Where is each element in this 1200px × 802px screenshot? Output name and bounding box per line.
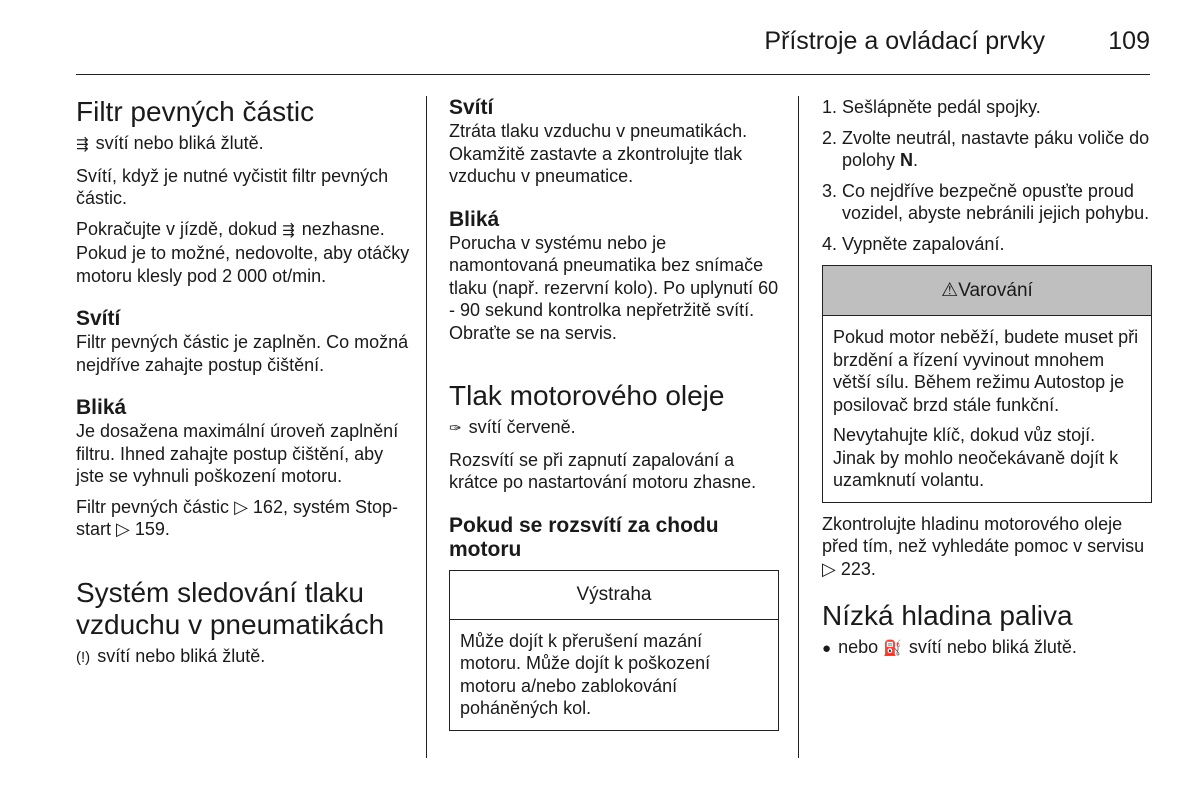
fuel-dot-icon: ● — [822, 640, 832, 657]
warning-box — [822, 265, 1152, 503]
caution-box-text: Může dojít k přerušení mazání motoru. Může dojít k poškození motoru a/nebo zablokování poháněných kol. — [460, 630, 711, 718]
oil-can-icon: ✑ — [449, 420, 462, 437]
warning-paragraph-1: Pokud motor neběží, budete muset při brzdění a řízení vyvinout mnohem větší sílu. Během režimu Autostop je posilovač brzd stále funkční. — [833, 327, 1139, 415]
column-3 — [822, 96, 1152, 669]
subheading-sviti: Svítí — [449, 96, 494, 119]
subheading-while-running: Pokud se rozsvítí za chodu motoru — [449, 513, 719, 561]
fuel-status-line: ● nebo ⛽ svítí nebo bliká žlutě. — [822, 636, 1152, 661]
heading-tpms: Systém sledování tlaku vzduchu v pneumatikách — [76, 576, 385, 640]
dpf-paragraph-2: Pokračujte v jízdě, dokud ⇶ nezhasne. Pokud je to možné, nedovolte, aby otáčky motoru klesly pod 2 000 ot/min. — [76, 218, 410, 286]
column-divider — [426, 96, 427, 758]
dpf-warning-icon: ⇶ — [282, 221, 295, 239]
reference-paragraph: Filtr pevných částic ▷ 162, systém Stop-start ▷ 159. — [76, 496, 398, 539]
steps-list — [822, 96, 1152, 255]
column-1 — [76, 96, 411, 677]
warning-box-title: ⚠Varování — [823, 266, 1151, 316]
heading-low-fuel: Nízká hladina paliva — [822, 600, 1073, 631]
caution-box — [449, 570, 779, 731]
subheading-blika: Bliká — [449, 207, 500, 231]
warning-paragraph-2: Nevytahujte klíč, dokud vůz stojí. Jinak by mohlo neočekávaně dojít k uzamknutí volantu. — [833, 425, 1119, 490]
sviti-paragraph: Ztráta tlaku vzduchu v pneumatikách. Okamžitě zastavte a zkontrolujte tlak vzduchu v pneumatice. — [449, 121, 748, 186]
list-item: 3. Co nejdříve bezpečně opusťte proud vozidel, abyste nebránili jejich pohybu. — [822, 180, 1150, 223]
list-item: 2. Zvolte neutrál, nastavte páku voliče do polohy N. — [822, 127, 1150, 170]
page-reference-arrow-icon: ▷ — [234, 496, 248, 517]
page-reference-arrow-icon: ▷ — [116, 519, 130, 539]
blika-paragraph: Porucha v systému nebo je namontovaná pneumatika bez snímače tlaku (např. rezervní kolo). Po uplynutí 60 - 90 sekund kontrolka nepřetržitě svítí. Obraťte se na servis. — [449, 232, 779, 343]
heading-dpf: Filtr pevných částic — [76, 96, 315, 127]
page-reference-arrow-icon: ▷ — [822, 558, 836, 579]
blika-paragraph: Je dosažena maximální úroveň zaplnění filtru. Ihned zahajte postup čištění, aby jste se vyhnuli poškození motoru. — [76, 421, 399, 486]
heading-oil-pressure: Tlak motorového oleje — [449, 380, 725, 411]
subheading-sviti: Svítí — [76, 307, 121, 330]
column-divider — [798, 96, 799, 758]
caution-box-title: Výstraha — [450, 571, 778, 620]
tire-pressure-icon: (!) — [76, 648, 91, 666]
dpf-status-line: ⇶ svítí nebo bliká žlutě. — [76, 132, 411, 157]
list-item: 1. Sešlápněte pedál spojky. — [822, 97, 1041, 117]
tpms-status-line: (!) svítí nebo bliká žlutě. — [76, 645, 411, 670]
subheading-blika: Bliká — [76, 396, 127, 419]
oil-status-line: ✑ svítí červeně. — [449, 416, 779, 441]
column-2 — [449, 96, 779, 731]
check-oil-paragraph: Zkontrolujte hladinu motorového oleje před tím, než vyhledáte pomoc v servisu ▷ 223. — [822, 513, 1145, 579]
page-number: 109 — [1108, 27, 1150, 55]
dpf-paragraph-1: Svítí, když je nutné vyčistit filtr pevných částic. — [76, 165, 389, 208]
page-header — [76, 26, 1150, 75]
header-title: Přístroje a ovládací prvky — [764, 27, 1045, 55]
oil-paragraph: Rozsvítí se při zapnutí zapalování a krátce po nastartování motoru zhasne. — [449, 449, 757, 492]
sviti-paragraph: Filtr pevných částic je zaplněn. Co možná nejdříve zahajte postup čištění. — [76, 332, 409, 375]
fuel-pump-icon: ⛽ — [883, 640, 902, 657]
warning-triangle-icon: ⚠ — [941, 280, 959, 301]
dpf-warning-icon: ⇶ — [76, 136, 89, 153]
list-item: 4. Vypněte zapalování. — [822, 233, 1005, 254]
